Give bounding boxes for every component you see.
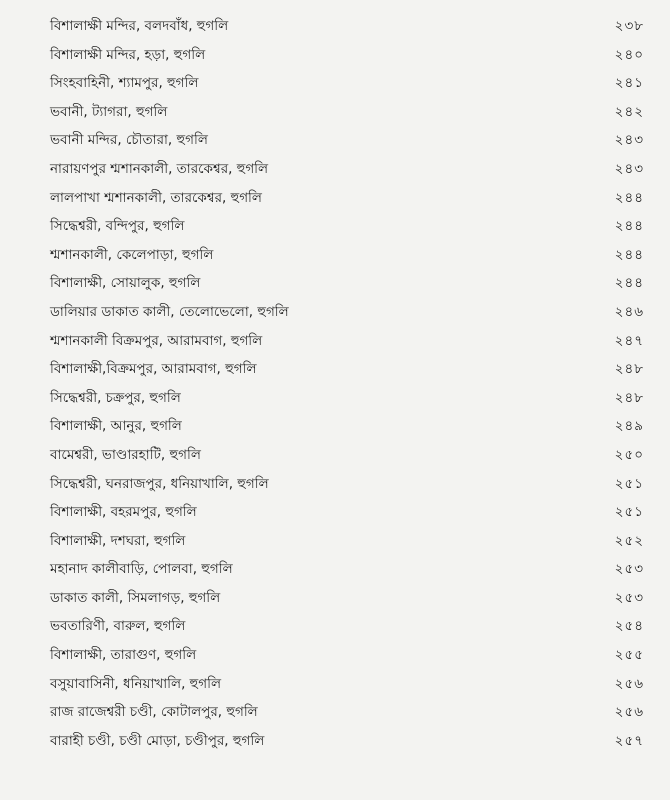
toc-entry-page-number: ২৪৪ [614, 246, 644, 263]
toc-entry [0, 384, 670, 413]
toc-entry-page-number: ২৪৯ [614, 418, 644, 435]
toc-entry [0, 69, 670, 98]
toc-entry-title: লালপাখা শ্মশানকালী, তারকেশ্বর, হুগলি [50, 189, 262, 206]
toc-entry-title: সিদ্ধেশ্বরী, বন্দিপুর, হুগলি [50, 218, 185, 235]
toc-entry-page-number: ২৫৩ [614, 589, 644, 606]
toc-entry-title: বিশালাক্ষী, তারাগুণ, হুগলি [50, 647, 197, 664]
toc-entry-page-number: ২৪২ [614, 103, 644, 120]
toc-entry-title: নারায়ণপুর শ্মশানকালী, তারকেশ্বর, হুগলি [50, 160, 269, 177]
toc-entry-page-number: ২৪১ [614, 75, 644, 92]
toc-entry-page-number: ২৪৬ [614, 303, 644, 320]
toc-entry [0, 327, 670, 356]
toc-entry-title: বারাহী চণ্ডী, চণ্ডী মোড়া, চণ্ডীপুর, হুগলি [50, 732, 265, 749]
toc-entry [0, 212, 670, 241]
toc-entry [0, 41, 670, 70]
toc-entry-page-number: ২৩৮ [614, 18, 644, 34]
toc-entry-title: বিশালাক্ষী,বিক্রমপুর, আরামবাগ, হুগলি [50, 361, 257, 378]
toc-entry [0, 584, 670, 613]
toc-entry-title: বিশালাক্ষী, বহরমপুর, হুগলি [50, 504, 197, 521]
toc-entry [0, 670, 670, 699]
toc-entry [0, 298, 670, 327]
toc-entry [0, 527, 670, 556]
toc-entry [0, 641, 670, 670]
toc-entry [0, 126, 670, 155]
toc-entry-page-number: ২৪৪ [614, 218, 644, 235]
toc-entry [0, 498, 670, 527]
toc-entry-page-number: ২৪৮ [614, 361, 644, 378]
toc-entry-page-number: ২৫৩ [614, 561, 644, 578]
toc-entry-page-number: ২৫৭ [614, 732, 644, 749]
toc-entry-title: বিশালাক্ষী, আনুর, হুগলি [50, 418, 182, 435]
toc-entry-title: রাজ রাজেশ্বরী চণ্ডী, কোটালপুর, হুগলি [50, 704, 258, 721]
toc-entry-page-number: ২৪৪ [614, 189, 644, 206]
toc-entry-title: বসুয়াবাসিনী, ধনিয়াখালি, হুগলি [50, 675, 222, 692]
toc-entry-title: ডাকাত কালী, সিমলাগড়, হুগলি [50, 589, 221, 606]
toc-entry-page-number: ২৫৬ [614, 675, 644, 692]
toc-entry [0, 727, 670, 756]
toc-entry [0, 441, 670, 470]
toc-entry-title: শ্মশানকালী, কেলেপাড়া, হুগলি [50, 246, 214, 263]
toc-entry [0, 12, 670, 41]
toc-entry-page-number: ২৫১ [614, 504, 644, 521]
toc-entry-page-number: ২৫৬ [614, 704, 644, 721]
toc-entry-page-number: ২৪৭ [614, 332, 644, 349]
toc-entry-title: সিদ্ধেশ্বরী, ঘনরাজপুর, ধনিয়াখালি, হুগলি [50, 475, 269, 492]
toc-entry [0, 355, 670, 384]
toc-entry-title: বামেশ্বরী, ভাণ্ডারহাটি, হুগলি [50, 446, 201, 463]
toc-entry-page-number: ২৪০ [614, 46, 644, 63]
toc-entry-page-number: ২৪৩ [614, 132, 644, 149]
toc-entry [0, 698, 670, 727]
toc-entry [0, 241, 670, 270]
toc-entry [0, 155, 670, 184]
toc-entry [0, 269, 670, 298]
toc-entry-title: সিংহবাহিনী, শ্যামপুর, হুগলি [50, 75, 199, 92]
toc-entry [0, 470, 670, 499]
toc-entry-page-number: ২৪৮ [614, 389, 644, 406]
toc-entry-title: ভবানী মন্দির, চৌতারা, হুগলি [50, 132, 208, 149]
toc-entry-title: ডালিয়ার ডাকাত কালী, তেলোভেলো, হুগলি [50, 303, 289, 320]
toc-entry-title: বিশালাক্ষী মন্দির, হড়া, হুগলি [50, 46, 206, 63]
toc-entry-title: ভবানী, ট্যাগরা, হুগলি [50, 103, 168, 120]
toc-entry [0, 184, 670, 213]
toc-entry [0, 412, 670, 441]
toc-entry-page-number: ২৫০ [614, 446, 644, 463]
toc-entry-title: মহানাদ কালীবাড়ি, পোলবা, হুগলি [50, 561, 233, 578]
toc-entry-page-number: ২৫১ [614, 475, 644, 492]
toc-entry-page-number: ২৫৪ [614, 618, 644, 635]
toc-entry-title: বিশালাক্ষী মন্দির, বলদবাঁধ, হুগলি [50, 18, 229, 34]
table-of-contents [0, 12, 670, 755]
toc-entry [0, 612, 670, 641]
toc-entry-page-number: ২৫২ [614, 532, 644, 549]
toc-entry-title: বিশালাক্ষী, দশঘরা, হুগলি [50, 532, 186, 549]
toc-entry-title: ভবতারিণী, বারুল, হুগলি [50, 618, 186, 635]
toc-entry-title: সিদ্ধেশ্বরী, চক্রপুর, হুগলি [50, 389, 181, 406]
toc-entry-page-number: ২৪৩ [614, 160, 644, 177]
toc-entry-title: বিশালাক্ষী, সোয়ালুক, হুগলি [50, 275, 201, 292]
toc-entry-page-number: ২৪৪ [614, 275, 644, 292]
toc-entry-page-number: ২৫৫ [614, 647, 644, 664]
toc-entry [0, 98, 670, 127]
toc-entry-title: শ্মশানকালী বিক্রমপুর, আরামবাগ, হুগলি [50, 332, 263, 349]
toc-entry [0, 555, 670, 584]
